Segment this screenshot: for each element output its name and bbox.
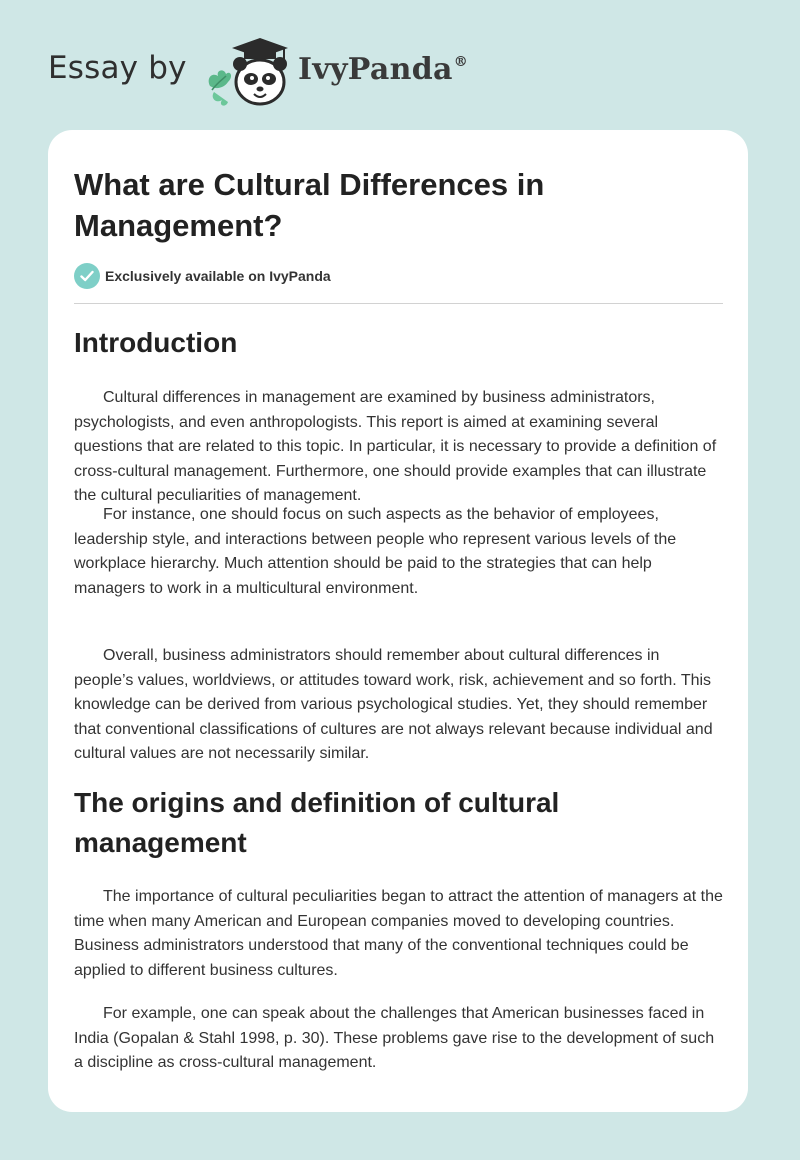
paragraph: For example, one can speak about the challenges that American businesses faced in India (Gopalan & Stahl 1998, p. 30). These problems gave rise to the development of such a discipline as cross-cultural management. <box>74 1005 715 1072</box>
check-circle-icon <box>74 263 100 289</box>
essay-by-label: Essay by <box>48 50 187 86</box>
panda-graduate-logo-icon[interactable] <box>204 34 296 110</box>
exclusive-label: Exclusively available on IvyPanda <box>105 268 331 284</box>
brand-label: IvyPanda <box>298 52 453 87</box>
brand-name[interactable] <box>298 52 468 87</box>
paragraph: Overall, business administrators should remember about cultural differences in people’s values, worldviews, or attitudes toward work, risk, achievement and so forth. This knowledge can be derived from various psychological studies. Yet, they should remember that conventional classifications of cultures are not always relevant because individual and cultural values are not necessarily similar. <box>74 647 713 763</box>
paragraph: The importance of cultural peculiarities began to attract the attention of managers at the time when many American and European companies moved to developing countries. Business administrators understood that many of the conventional techniques could be applied to different business cultures. <box>74 888 723 979</box>
paragraph: For instance, one should focus on such aspects as the behavior of employees, leadership style, and interactions between people who represent various levels of the workplace hierarchy. Much attention should be paid to the strategies that can help managers to work in a multicultural environment. <box>74 506 677 597</box>
paragraph: Cultural differences in management are examined by business administrators, psychologists, and even anthropologists. This report is aimed at examining several questions that are related to this topic. In particular, it is necessary to provide a definition of cross-cultural management. Furthermore, one should provide examples that can illustrate the cultural peculiarities of management. <box>74 389 717 505</box>
ivy-leaf-icon <box>209 70 231 105</box>
site-header <box>48 30 568 110</box>
essay-card <box>48 130 748 1112</box>
section-heading-introduction: Introduction <box>74 327 238 358</box>
section-heading-origins: The origins and definition of cultural management <box>74 787 560 858</box>
page-title: What are Cultural Differences in Management? <box>74 167 545 243</box>
registered-mark: ® <box>453 54 469 70</box>
divider <box>74 303 723 304</box>
exclusive-badge <box>74 263 331 289</box>
